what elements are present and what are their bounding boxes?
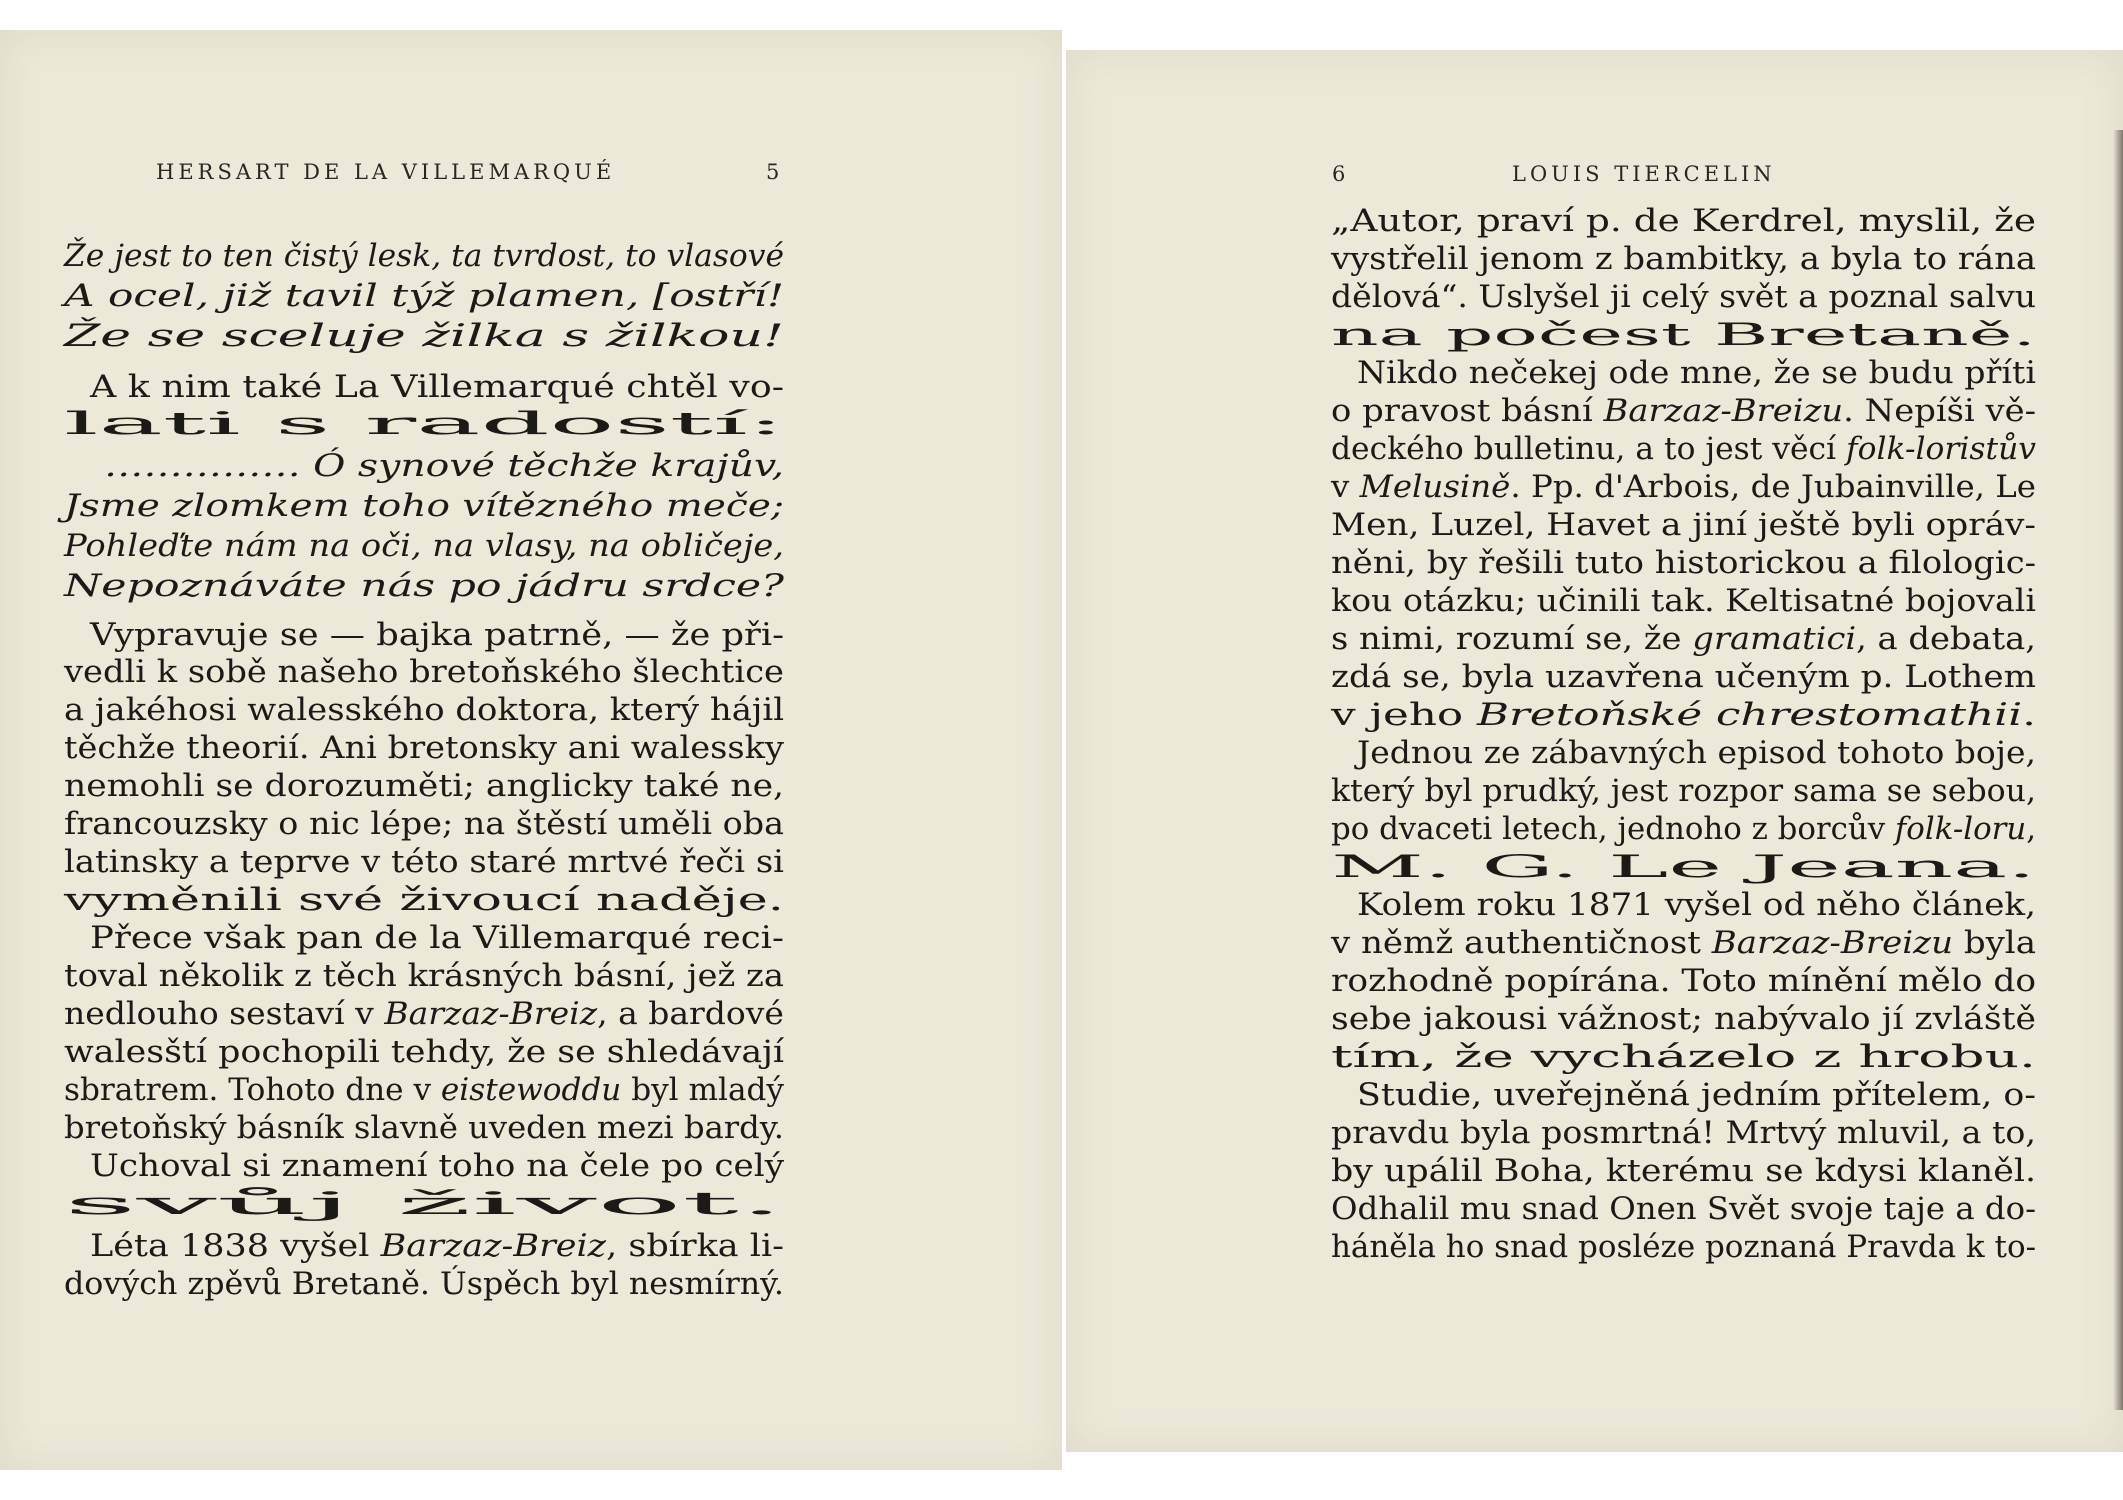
text-span: walesští pochopili tehdy, že se shledávají (64, 1034, 785, 1070)
text-line (64, 568, 784, 605)
text-span: svůj život. (64, 1186, 784, 1222)
text-line (64, 654, 784, 691)
text-span: , sbírka li- (606, 1228, 784, 1264)
text-span: vedli k sobě našeho bretoňského šlechtice (64, 654, 784, 690)
text-span: . Pp. d'Arbois, de Jubainville, Le (1510, 469, 2036, 505)
text-span: těchže theorií. Ani bretonsky ani walessky (64, 730, 785, 766)
text-line (1331, 1153, 2036, 1190)
text-line (64, 1072, 784, 1109)
text-span: , (2026, 811, 2037, 847)
text-line (64, 730, 784, 767)
text-line (90, 1228, 784, 1265)
text-line (1331, 545, 2036, 582)
text-span: latinsky a teprve v této staré mrtvé řeči si (64, 844, 785, 880)
italic-text: Barzaz-Breizu (1603, 393, 1844, 429)
text-line (1331, 773, 2036, 810)
italic-text: gramatici (1692, 621, 1857, 657)
text-line (64, 318, 784, 355)
text-line (1357, 1077, 2036, 1114)
text-span: . (2022, 697, 2037, 733)
text-span: a jakéhosi walesského doktora, který hájil (64, 692, 785, 728)
text-span: . Nepíši vě- (1843, 393, 2037, 429)
text-span: nemohli se dorozuměti; anglicky také ne, (64, 768, 785, 804)
text-span: v němž authentičnost (1331, 925, 1712, 961)
italic-text: Barzaz-Breiz (384, 996, 598, 1032)
text-span: francouzsky o nic lépe; na štěstí uměli oba (64, 806, 784, 842)
italic-text: folk-loru (1894, 811, 2027, 847)
text-span: Nikdo nečekej ode mne, že se budu příti (1357, 355, 2037, 391)
text-line (1331, 1229, 2036, 1266)
text-span: Vypravuje se — bajka patrně, — že při- (90, 617, 784, 653)
text-span: bretoňský básník slavně uveden mezi bardy. (64, 1110, 784, 1146)
left-page (0, 30, 1062, 1470)
running-head: LOUIS TIERCELIN (1512, 162, 1776, 186)
italic-text: Melusině (1359, 469, 1511, 505)
text-line (64, 806, 784, 843)
text-span: Men, Luzel, Havet a jiní ještě byli opráv- (1331, 507, 2037, 543)
page-number: 5 (766, 160, 784, 184)
text-span: lati s radostí: (64, 406, 785, 442)
text-span: M. G. Le Jeana. (1331, 849, 2036, 885)
text-span: Léta 1838 vyšel (90, 1228, 381, 1264)
text-span: po dvaceti letech, jednoho z borcův (1331, 811, 1895, 847)
text-span: dělová“. Uslyšel ji celý svět a poznal salvu (1331, 279, 2037, 315)
text-line (1331, 431, 2036, 468)
text-span: toval několik z těch krásných básní, jež za (64, 958, 784, 994)
text-line (1331, 469, 2036, 506)
text-line (1331, 1039, 2036, 1076)
text-line (1331, 317, 2036, 354)
text-span: Studie, uveřejněná jedním přítelem, o- (1357, 1077, 2037, 1113)
text-line (1331, 1191, 2036, 1228)
text-line (1331, 1115, 2036, 1152)
text-span: vystřelil jenom z bambitky, a byla to rána (1331, 241, 2037, 277)
text-line (64, 1186, 784, 1223)
text-span: Kolem roku 1871 vyšel od něho článek, (1357, 887, 2036, 923)
text-line (104, 448, 784, 485)
italic-text: Barzaz-Breiz (380, 1228, 607, 1264)
italic-text: eistewoddu (440, 1072, 622, 1108)
text-span: Uchoval si znamení toho na čele po celý (90, 1148, 785, 1184)
text-line (90, 369, 784, 406)
text-line (1331, 393, 2036, 430)
right-page (1066, 50, 2123, 1452)
text-span: pravdu byla posmrtná! Mrtvý mluvil, a to, (1331, 1115, 2036, 1151)
italic-text: Bretoňské chrestomathii (1477, 697, 2023, 733)
text-line (64, 882, 784, 919)
text-span: „Autor, praví p. de Kerdrel, myslil, že (1331, 203, 2036, 239)
text-line (1331, 849, 2036, 886)
text-span: tím, že vycházelo z hrobu. (1331, 1039, 2037, 1075)
text-line (1331, 963, 2036, 1000)
text-span: sbratrem. Tohoto dne v (64, 1072, 441, 1108)
text-line (64, 1034, 784, 1071)
italic-text: Že jest to ten čistý lesk, ta tvrdost, to vlasové (64, 238, 785, 274)
italic-text: A ocel, již tavil týž plamen, [ostří! (64, 278, 785, 314)
text-line (64, 958, 784, 995)
running-head: HERSART DE LA VILLEMARQUÉ (156, 160, 616, 184)
text-line (1331, 507, 2036, 544)
text-line (1357, 735, 2036, 772)
text-span: v jeho (1331, 697, 1478, 733)
text-span: nedlouho sestaví v (64, 996, 385, 1032)
italic-text: Že se sceluje žilka s žilkou! (64, 318, 784, 354)
text-line (1331, 697, 2036, 734)
text-span: vyměnili své živoucí naděje. (64, 882, 784, 918)
text-line (64, 844, 784, 881)
text-span: na počest Bretaně. (1331, 317, 2037, 353)
text-span: o pravost básní (1331, 393, 1604, 429)
text-span: , a debata, (1856, 621, 2036, 657)
text-line (90, 920, 784, 957)
text-span: háněla ho snad posléze poznaná Pravda k to- (1331, 1229, 2037, 1265)
text-span: s nimi, rozumí se, že (1331, 621, 1693, 657)
text-line (1331, 659, 2036, 696)
text-span: který byl prudký, jest rozpor sama se sebou, (1331, 773, 2036, 809)
text-line (1331, 203, 2036, 240)
text-line (1331, 279, 2036, 316)
italic-text: …………… Ó synové těchže krajův, (104, 448, 785, 484)
text-line (1331, 583, 2036, 620)
text-span: byl mladý (621, 1072, 784, 1108)
italic-text: folk-loristův (1846, 431, 2036, 467)
text-span: sebe jakousi vážnost; nabývalo jí zvláště (1331, 1001, 2037, 1037)
text-line (64, 488, 784, 525)
text-span: v (1331, 469, 1360, 505)
text-line (64, 692, 784, 729)
italic-text: Barzaz-Breizu (1711, 925, 1954, 961)
text-span: deckého bulletinu, a to jest věcí (1331, 431, 1847, 467)
text-line (64, 406, 784, 443)
text-line (1331, 241, 2036, 278)
text-span: Přece však pan de la Villemarqué reci- (90, 920, 785, 956)
text-line (1331, 811, 2036, 848)
text-span: A k nim také La Villemarqué chtěl vo- (90, 369, 784, 405)
text-line (64, 238, 784, 275)
italic-text: Pohleďte nám na oči, na vlasy, na obličeje, (64, 528, 785, 564)
text-span: dových zpěvů Bretaně. Úspěch byl nesmírný. (64, 1266, 784, 1302)
text-line (1357, 887, 2036, 924)
text-line (64, 1266, 784, 1303)
text-span: zdá se, byla uzavřena učeným p. Lothem (1331, 659, 2036, 695)
text-line (64, 996, 784, 1033)
page-number: 6 (1332, 162, 1350, 186)
text-span: byla (1953, 925, 2036, 961)
text-span: rozhodně popírána. Toto mínění mělo do (1331, 963, 2037, 999)
text-line (1357, 355, 2036, 392)
text-line (1331, 621, 2036, 658)
text-line (64, 768, 784, 805)
text-span: by upálil Boha, kterému se kdysi klaněl. (1331, 1153, 2037, 1189)
text-line (1331, 1001, 2036, 1038)
text-span: , a bardové (597, 996, 784, 1032)
text-span: kou otázku; učinili tak. Keltisatné bojovali (1331, 583, 2037, 619)
text-line (64, 528, 784, 565)
text-line (90, 1148, 784, 1185)
text-span: Jednou ze zábavných episod tohoto boje, (1357, 735, 2037, 771)
text-span: něni, by řešili tuto historickou a filologic- (1331, 545, 2037, 581)
page-edge-shadow (2113, 130, 2123, 1410)
text-line (90, 617, 784, 654)
text-line (64, 1110, 784, 1147)
text-line (1331, 925, 2036, 962)
text-span: Odhalil mu snad Onen Svět svoje taje a do- (1331, 1191, 2037, 1227)
italic-text: Jsme zlomkem toho vítězného meče; (64, 488, 785, 524)
italic-text: Nepoznáváte nás po jádru srdce? (64, 568, 784, 604)
text-line (64, 278, 784, 315)
